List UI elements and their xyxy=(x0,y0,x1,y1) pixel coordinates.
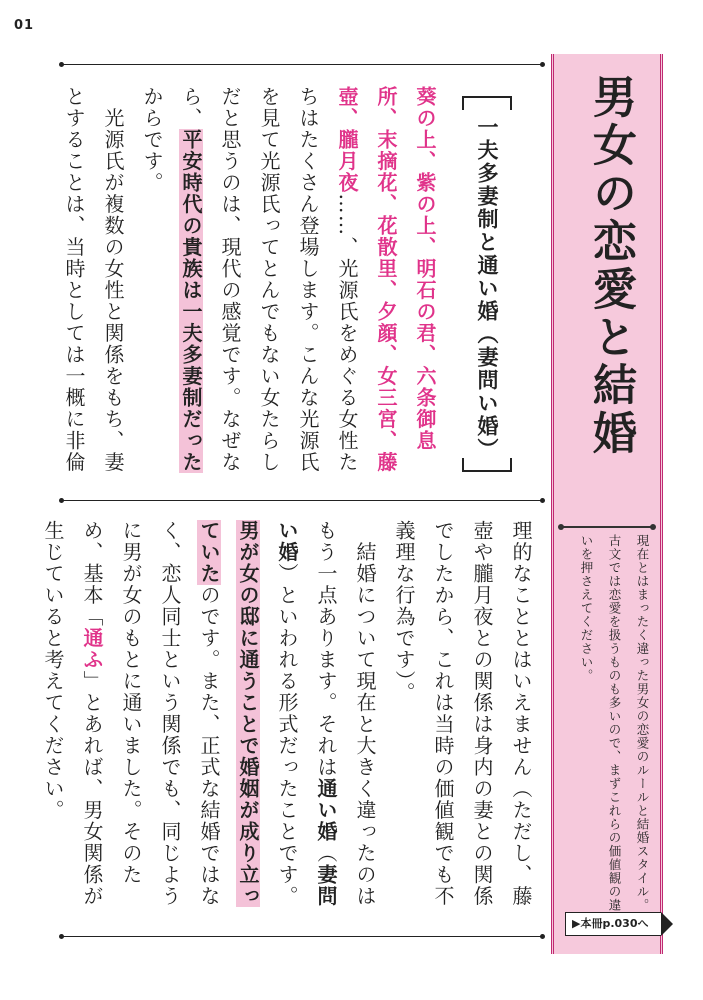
title-sidebar xyxy=(551,44,673,964)
lower-p2-text: 結婚について現在と大きく違ったのはもう一点あります。それは xyxy=(314,520,377,907)
lower-p2-tail: のです。また、正式な結婚ではなく、恋人同士という関係でも、同じように男が女のもとに通いました。そのため、基本「 xyxy=(80,520,221,907)
page-title: 男女の恋愛と結婚 xyxy=(585,74,636,458)
upper-body-text xyxy=(62,86,444,486)
upper-p1-end: からです。 xyxy=(140,86,164,194)
heading-bracket-bottom xyxy=(462,458,512,472)
page-number: 01 xyxy=(14,18,35,33)
section-heading-box xyxy=(462,96,512,472)
upper-p1-text: ……、光源氏をめぐる女性たちはたくさん登場します。こんな光源氏を見て光源氏ってとんでもない女たらしだと思うのは、現代の感覚です。なぜなら、 xyxy=(179,86,359,473)
lower-body-text xyxy=(41,520,540,920)
lower-p1-text: 理的なこととはいえません（ただし、藤壺や朧月夜との関係は身内の妻との関係でしたから、これは当時の価値観でも不義理な行為です）。 xyxy=(392,520,533,907)
top-rule xyxy=(62,64,542,65)
kayou-term: 通ふ xyxy=(80,627,104,671)
lower-p2-after: ）といわれる形式だったことです。 xyxy=(275,563,299,907)
lower-p2-highlight: 男が女の邸に通うことで婚姻が成り立っていた xyxy=(197,520,260,907)
bottom-rule xyxy=(62,936,542,937)
side-note: 現在とはまったく違った男女の恋愛のルールと結婚スタイル。古文では恋愛を扱うものも多いので、まずこれらの価値観の違いを押さえてください。 xyxy=(579,534,650,912)
lower-p2-bold: 通い婚 xyxy=(314,778,338,843)
section-heading: 一夫多妻制と通い婚（妻問い婚） xyxy=(475,116,499,461)
lower-p2-end: 」とあれば、男女関係が生じていると考えてください。 xyxy=(41,520,104,907)
title-band xyxy=(551,54,663,954)
band-separator xyxy=(560,526,654,528)
indent xyxy=(353,520,377,542)
lower-p2-bold2: 妻問い婚 xyxy=(275,520,338,907)
middle-rule xyxy=(62,500,542,501)
upper-p2-body: 光源氏が複数の女性と関係をもち、妻とすることは、当時としては一概に非倫 xyxy=(62,86,125,473)
character-names: 葵の上、紫の上、明石の君、六条御息所、末摘花、花散里、夕顔、女三宮、藤壺、朧月夜 xyxy=(335,86,437,473)
heading-bracket-top xyxy=(462,96,512,110)
upper-p1-highlight: 平安時代の貴族は一夫多妻制だった xyxy=(179,129,203,473)
reference-tag[interactable]: ▶本冊p.030へ xyxy=(565,912,661,936)
lower-p2-mid: （ xyxy=(314,842,338,864)
upper-p2-text xyxy=(101,86,125,108)
